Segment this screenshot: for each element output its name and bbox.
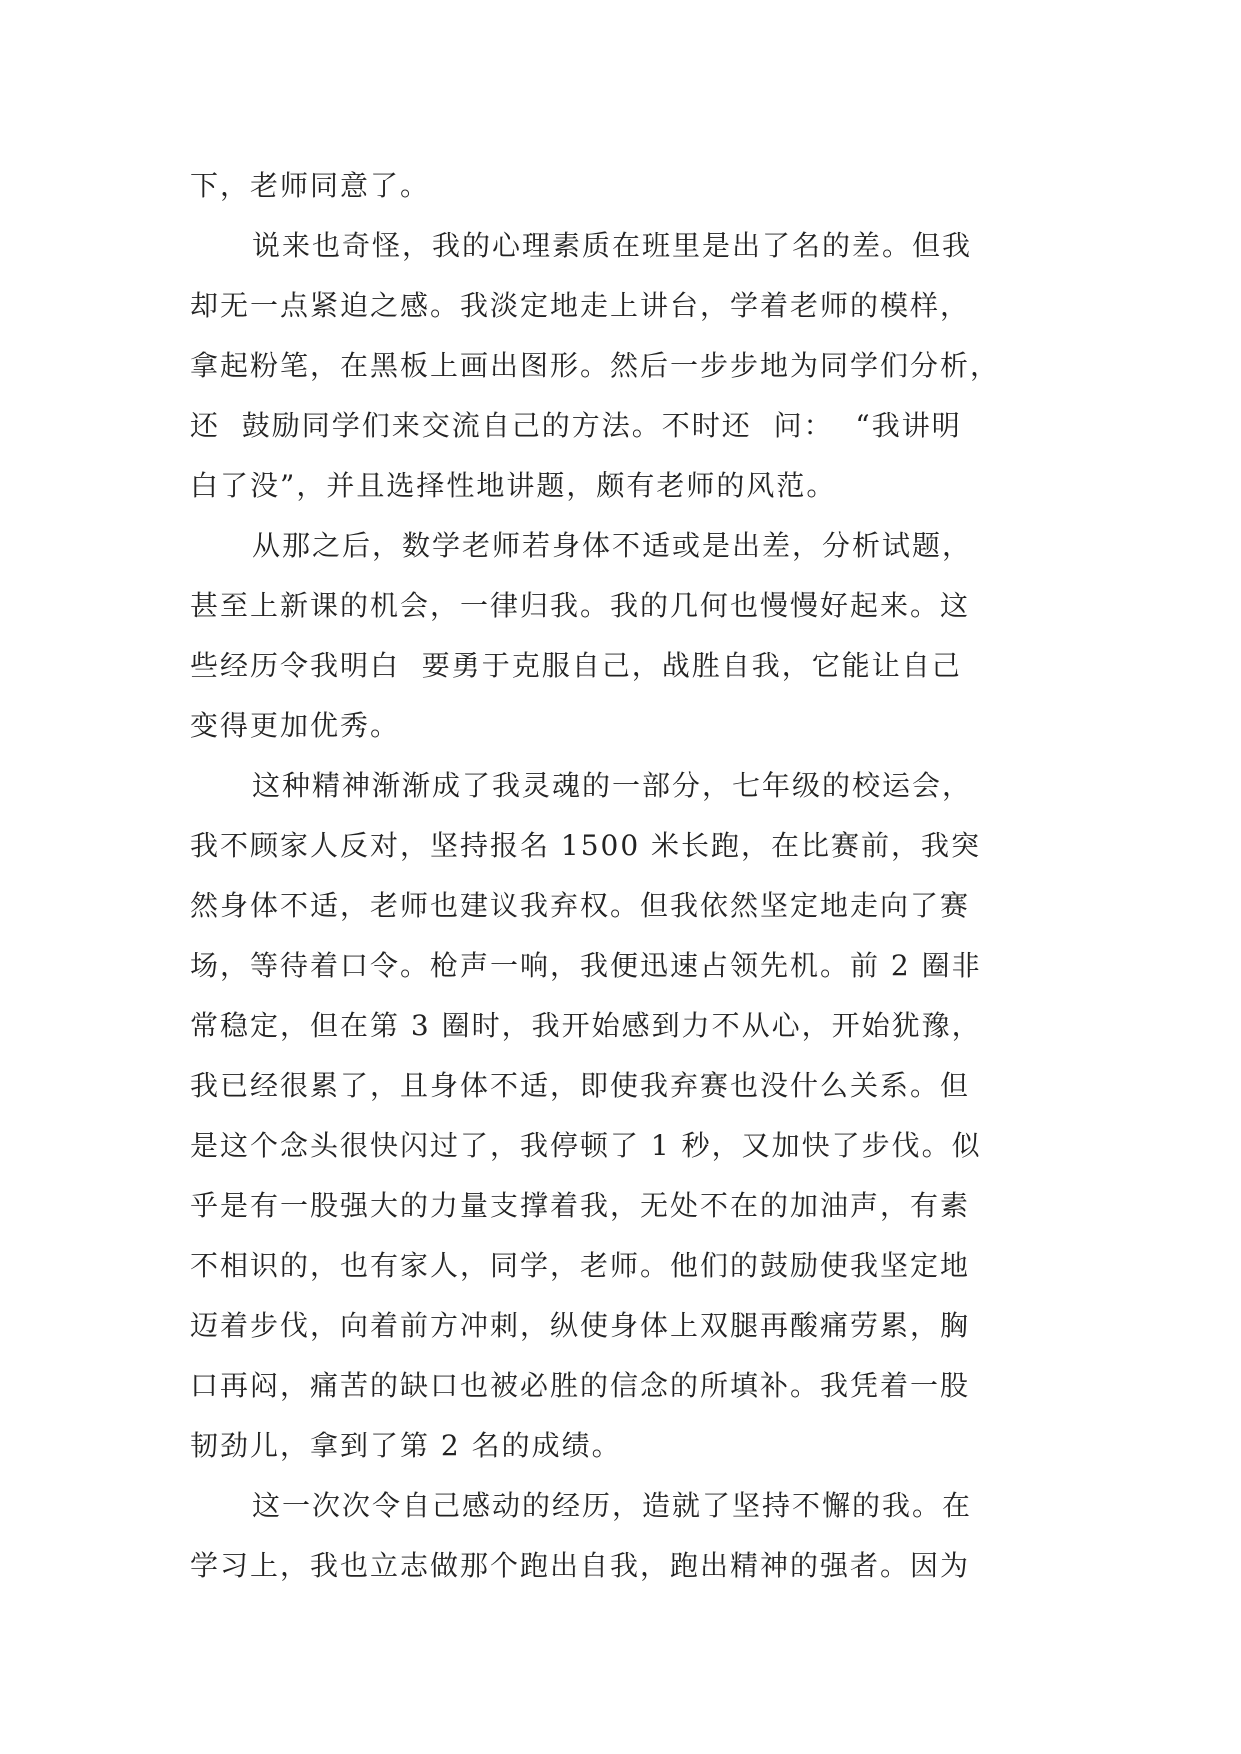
text-line: 口再闷，痛苦的缺口也被必胜的信念的所填补。我凭着一股 xyxy=(190,1369,971,1402)
text-line: 常稳定，但在第 3 圈时，我开始感到力不从心，开始犹豫， xyxy=(190,1009,982,1042)
text-line: 韧劲儿，拿到了第 2 名的成绩。 xyxy=(190,1429,622,1462)
paragraph-start-line: 从那之后，数学老师若身体不适或是出差，分析试题， xyxy=(252,529,973,562)
paragraph-start-line: 这一次次令自己感动的经历，造就了坚持不懈的我。在 xyxy=(252,1489,973,1522)
text-line: 些经历令我明白 要勇于克服自己，战胜自我，它能让自己 xyxy=(190,649,962,682)
text-line: 是这个念头很快闪过了，我停顿了 1 秒，又加快了步伐。似 xyxy=(190,1129,982,1162)
text-line: 我不顾家人反对，坚持报名 1500 米长跑，在比赛前，我突 xyxy=(190,829,982,862)
text-line: 然身体不适，老师也建议我弃权。但我依然坚定地走向了赛 xyxy=(190,889,971,922)
text-line: 甚至上新课的机会，一律归我。我的几何也慢慢好起来。这 xyxy=(190,589,971,622)
text-line: 拿起粉笔，在黑板上画出图形。然后一步步地为同学们分析， xyxy=(190,349,1001,382)
paragraph-start-line: 说来也奇怪，我的心理素质在班里是出了名的差。但我 xyxy=(252,229,973,262)
text-line: 我已经很累了，且身体不适，即使我弃赛也没什么关系。但 xyxy=(190,1069,971,1102)
paragraph-start-line: 这种精神渐渐成了我灵魂的一部分，七年级的校运会， xyxy=(252,769,973,802)
text-line: 迈着步伐，向着前方冲刺，纵使身体上双腿再酸痛劳累，胸 xyxy=(190,1309,971,1342)
text-line: 不相识的，也有家人，同学，老师。他们的鼓励使我坚定地 xyxy=(190,1249,971,1282)
text-line: 还 鼓励同学们来交流自己的方法。不时还 问： “我讲明 xyxy=(190,409,962,442)
text-line: 白了没”，并且选择性地讲题，颇有老师的风范。 xyxy=(190,469,837,502)
text-line: 变得更加优秀。 xyxy=(190,709,401,742)
text-line: 学习上，我也立志做那个跑出自我，跑出精神的强者。因为 xyxy=(190,1549,971,1582)
text-line: 下，老师同意了。 xyxy=(190,169,431,202)
document-page xyxy=(190,156,1050,1596)
text-line: 场，等待着口令。枪声一响，我便迅速占领先机。前 2 圈非 xyxy=(190,949,982,982)
text-line: 却无一点紧迫之感。我淡定地走上讲台，学着老师的模样， xyxy=(190,289,971,322)
text-line: 乎是有一股强大的力量支撑着我，无处不在的加油声，有素 xyxy=(190,1189,971,1222)
